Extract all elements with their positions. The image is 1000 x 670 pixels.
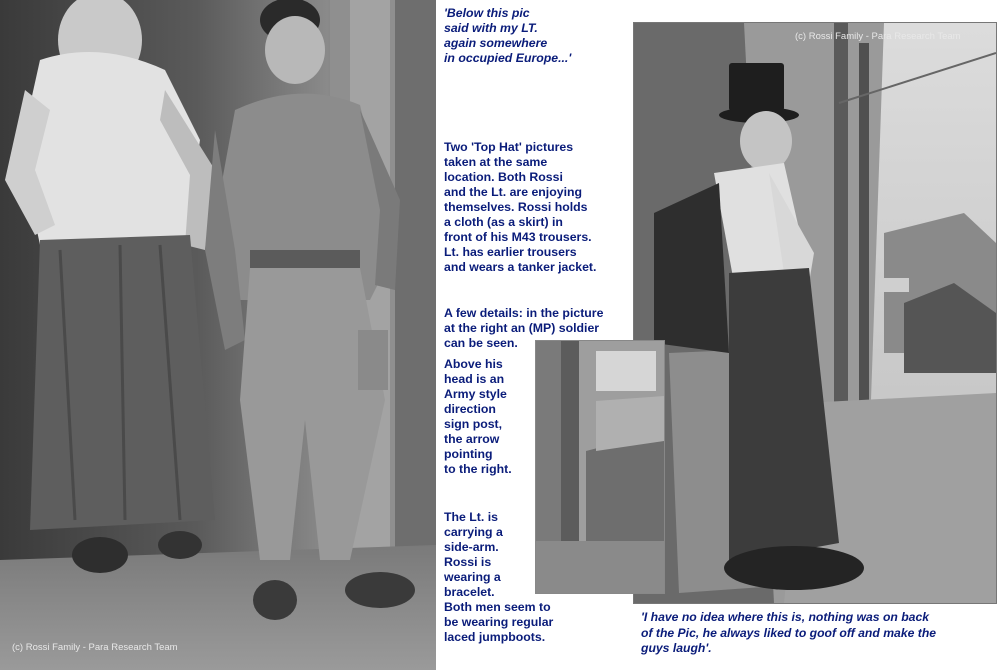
caption-line: to the right. [444,462,512,476]
caption-line: direction [444,402,496,416]
caption-line: pointing [444,447,493,461]
caption-paragraph-3 [444,510,553,645]
caption-line: laced jumpboots. [444,630,546,644]
caption-line: side-arm. [444,540,499,554]
caption-line: 'I have no idea where this is, nothing was on back [641,610,930,624]
caption-line: The Lt. is [444,510,498,524]
caption-line: carrying a [444,525,503,539]
caption-line: Both men seem to [444,600,551,614]
photo-credit-left: (c) Rossi Family - Para Research Team [12,642,178,653]
caption-line: again somewhere [444,36,548,50]
photo-credit-right: (c) Rossi Family - Para Research Team [795,31,961,42]
caption-line: taken at the same [444,155,548,169]
caption-line: front of his M43 trousers. [444,230,592,244]
caption-line: Lt. has earlier trousers [444,245,577,259]
caption-line: bracelet. [444,585,495,599]
caption-line: A few details: in the picture [444,306,604,320]
caption-line: of the Pic, he always liked to goof off and make the [641,625,937,640]
caption-paragraph-2-bottom [444,357,512,477]
caption-quote-top [444,6,571,66]
photo-left-two-soldiers [0,0,436,670]
caption-line: and wears a tanker jacket. [444,260,597,274]
caption-paragraph-2-top [444,306,603,351]
caption-line: in occupied Europe...' [444,51,572,65]
caption-line: head is an [444,372,505,386]
caption-quote-bottom [641,610,936,657]
caption-line: wearing a [444,570,501,584]
caption-line: themselves. Rossi holds [444,200,588,214]
caption-line: 'Below this pic [444,6,530,20]
caption-line: guys laugh'. [641,641,712,655]
photo-inset-sign-post-detail [535,340,665,594]
caption-line: and the Lt. are enjoying [444,185,583,199]
caption-line: Army style [444,387,507,401]
photo-right-top-hat-man [633,22,997,604]
caption-line: Rossi is [444,555,492,569]
caption-line: the arrow [444,432,500,446]
caption-line: sign post, [444,417,503,431]
caption-paragraph-1 [444,140,596,275]
caption-line: at the right an (MP) soldier [444,321,600,335]
caption-line: location. Both Rossi [444,170,563,184]
caption-line: Above his [444,357,503,371]
caption-line: Two 'Top Hat' pictures [444,140,574,154]
caption-line: said with my LT. [444,21,538,35]
caption-line: a cloth (as a skirt) in [444,215,563,229]
caption-line: be wearing regular [444,615,554,629]
caption-line: can be seen. [444,336,518,350]
